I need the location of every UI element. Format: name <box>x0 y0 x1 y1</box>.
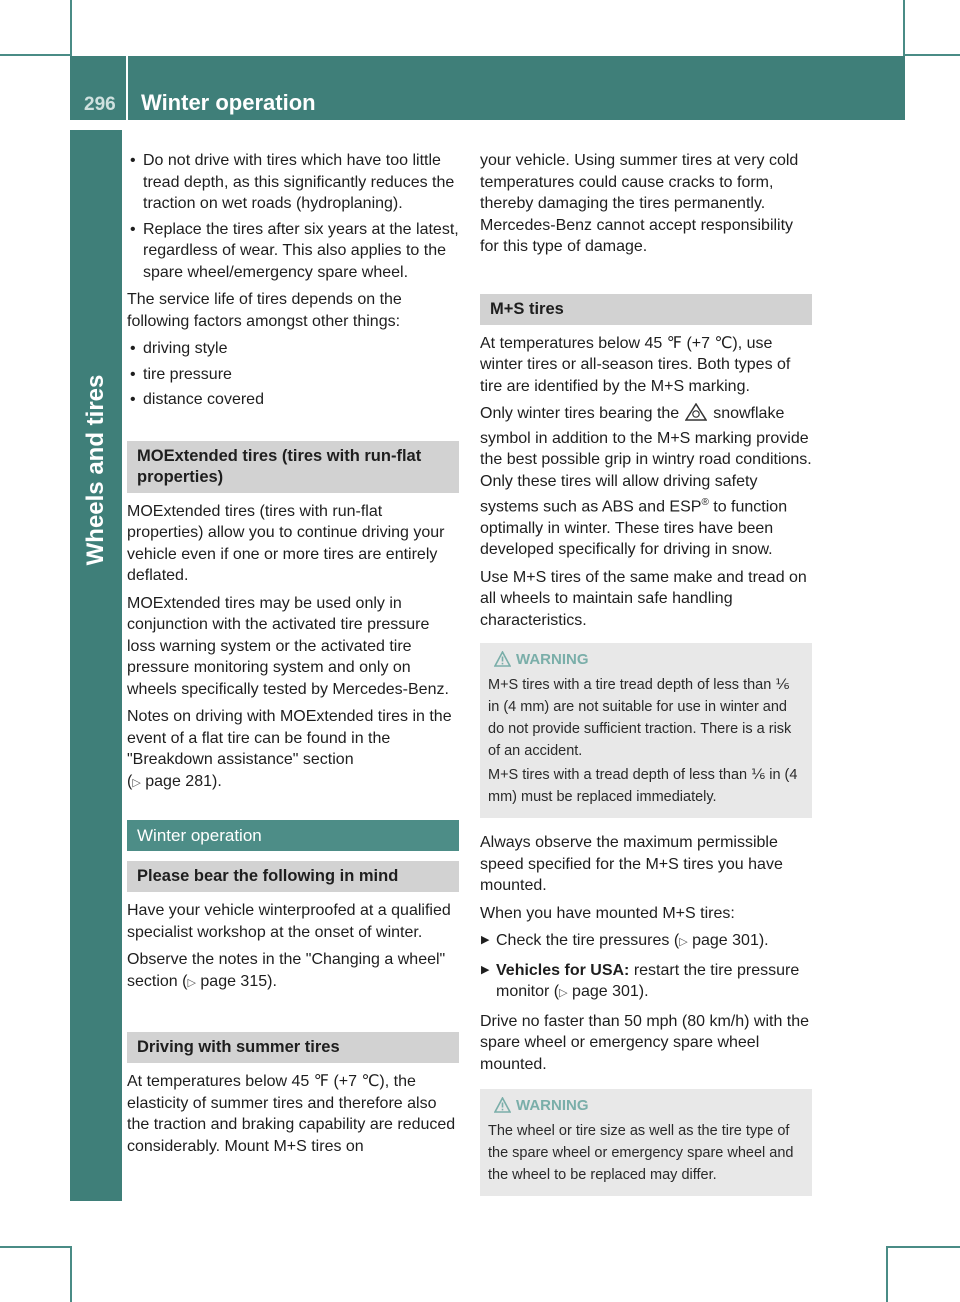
crop-mark <box>905 54 960 56</box>
crop-mark <box>0 54 70 56</box>
warning-text: M+S tires with a tread depth of less than ⅙ in (4 mm) must be replaced immediately. <box>488 767 798 806</box>
right-column <box>480 150 812 1210</box>
summer-paragraph-continued: your vehicle. Using summer tires at very cold temperatures could cause cracks to form, thereby damaging the tires permanently. Mercedes-Benz cannot accept responsibility for this type of damage. <box>480 152 799 255</box>
warning-title: WARNING <box>488 1096 804 1116</box>
page-ref-arrow-icon: ▷ <box>679 936 688 949</box>
winter-operation-heading: Winter operation <box>127 820 459 851</box>
moextended-heading: MOExtended tires (tires with run-flat properties) <box>127 441 459 493</box>
page-ref-arrow-icon: ▷ <box>132 776 141 789</box>
side-tab <box>70 130 122 1201</box>
ms-paragraph: Only winter tires bearing the snowflake symbol in addition to the M+S marking provide the best possible grip in wintry road conditions. Only these tires will allow driving safety systems such as ABS and ESP® to function optimally in winter. These tires have been developed specifically for driving in snow. <box>480 405 812 559</box>
step-item: ▶ Check the tire pressures (▷ page 301). <box>480 930 812 954</box>
tire-tips-list <box>127 150 459 283</box>
snowflake-mountain-icon <box>685 403 707 428</box>
list-item: • Do not drive with tires which have too little tread depth, as this significantly reduces the traction on wet roads (hydroplaning). <box>127 150 459 215</box>
crop-mark <box>888 1246 960 1248</box>
list-item: • Replace the tires after six years at the latest, regardless of wear. This also applies to the spare wheel/emergency spare wheel. <box>127 219 459 284</box>
bear-in-mind-heading: Please bear the following in mind <box>127 861 459 892</box>
header-divider <box>126 56 128 120</box>
side-tab-label: Wheels and tires <box>82 374 109 566</box>
page-ref-link[interactable]: page 315). <box>200 972 277 990</box>
list-item: • driving style <box>127 338 459 360</box>
bear-paragraph: Observe the notes in the "Changing a wheel" section (▷ page 315). <box>127 951 446 990</box>
page-ref-link[interactable]: page 301). <box>572 983 649 1001</box>
summer-tires-heading: Driving with summer tires <box>127 1032 459 1063</box>
ms-paragraph: At temperatures below 45 ℉ (+7 ℃), use winter tires or all-season tires. Both types of tire are identified by the M+S marking. <box>480 334 791 395</box>
factors-list <box>127 338 459 411</box>
list-item: • distance covered <box>127 389 459 411</box>
moextended-paragraph: MOExtended tires (tires with run-flat properties) allow you to continue driving your vehicle even if one or more tires are entirely deflated. <box>127 502 445 584</box>
ms-paragraph: Use M+S tires of the same make and tread on all wheels to maintain safe handling characteristics. <box>480 568 807 629</box>
summer-paragraph: At temperatures below 45 ℉ (+7 ℃), the elasticity of summer tires and therefore also the traction and braking capability are reduced considerably. Mount M+S tires on <box>127 1073 456 1155</box>
list-item: • tire pressure <box>127 364 459 386</box>
mounted-intro: When you have mounted M+S tires: <box>480 904 735 922</box>
ms-tires-heading: M+S tires <box>480 294 812 325</box>
page-ref-link[interactable]: page 281). <box>145 772 222 790</box>
crop-mark <box>70 0 72 56</box>
service-life-intro: The service life of tires depends on the following factors amongst other things: <box>127 291 402 330</box>
warning-text: M+S tires with a tire tread depth of less than ⅙ in (4 mm) are not suitable for use in winter and do not provide sufficient traction. There is a risk of an accident. <box>488 677 792 760</box>
bear-paragraph: Have your vehicle winterproofed at a qualified specialist workshop at the onset of winter. <box>127 902 451 941</box>
page-ref-arrow-icon: ▷ <box>559 987 568 1000</box>
step-item: ▶ Vehicles for USA: restart the tire pressure monitor (▷ page 301). <box>480 960 812 1005</box>
observe-paragraph: Always observe the maximum permissible speed specified for the M+S tires you have mounted. <box>480 834 783 895</box>
warning-box <box>480 643 812 818</box>
warning-triangle-icon <box>494 651 511 673</box>
section-title: Winter operation <box>141 90 316 115</box>
warning-box <box>480 1089 812 1196</box>
left-column <box>127 150 459 1163</box>
moextended-paragraph: Notes on driving with MOExtended tires in the event of a flat tire can be found in the "Breakdown assistance" section (▷ page 281). <box>127 708 452 790</box>
moextended-paragraph: MOExtended tires may be used only in conjunction with the activated tire pressure loss warning system or the activated tire pressure monitoring system and only on wheels specifically tested by Mercedes-Benz. <box>127 594 449 698</box>
speed-paragraph: Drive no faster than 50 mph (80 km/h) with the spare wheel or emergency spare wheel mounted. <box>480 1012 810 1073</box>
crop-mark <box>903 0 905 56</box>
page-ref-arrow-icon: ▷ <box>187 976 196 989</box>
crop-mark <box>886 1246 888 1302</box>
warning-title: WARNING <box>488 650 804 670</box>
crop-mark <box>70 1246 72 1302</box>
warning-triangle-icon <box>494 1097 511 1119</box>
page-number: 296 <box>84 94 116 115</box>
warning-text: The wheel or tire size as well as the tire type of the spare wheel or emergency spare wheel and the wheel to be replaced may differ. <box>488 1123 794 1184</box>
crop-mark <box>0 1246 70 1248</box>
page-ref-link[interactable]: page 301). <box>692 932 769 950</box>
